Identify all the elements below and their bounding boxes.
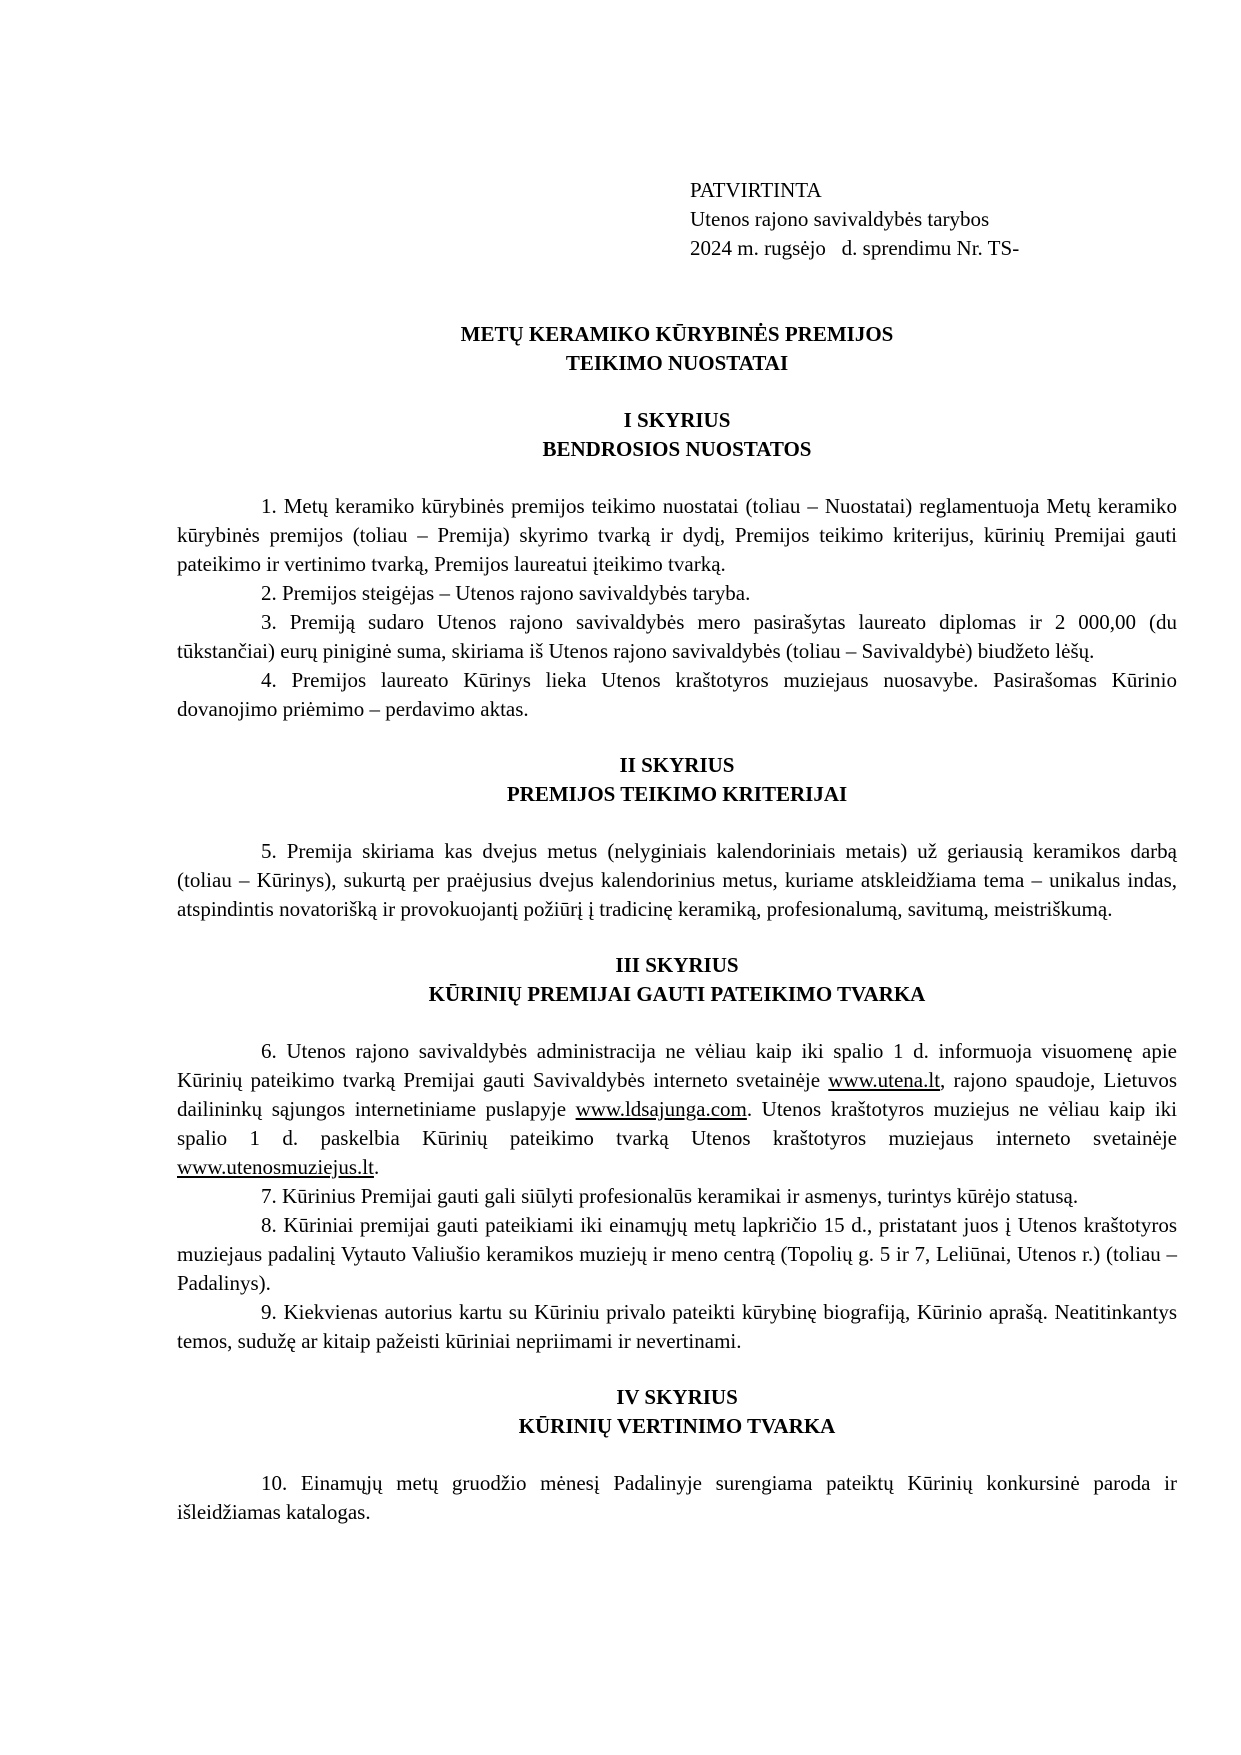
approval-decision-ref: 2024 m. rugsėjo d. sprendimu Nr. TS- [690,236,1020,260]
paragraph-9: 9. Kiekvienas autorius kartu su Kūriniu privalo pateikti kūrybinę biografiją, Kūrinio aprašą. Neatitinkantys temos, sudužę ar kitaip pažeisti kūriniai nepriimami ir nevertinami. [177,1300,1177,1353]
paragraph-6 [177,1037,1177,1182]
section-number: IV SKYRIUS [616,1385,738,1409]
document-title [177,320,1177,378]
section-title: KŪRINIŲ PREMIJAI GAUTI PATEIKIMO TVARKA [428,982,926,1006]
section-3-heading [177,951,1177,1009]
section-title: PREMIJOS TEIKIMO KRITERIJAI [506,782,848,806]
paragraph-3: 3. Premiją sudaro Utenos rajono savivaldybės mero pasirašytas laureato diplomas ir 2 000,00 (du tūkstančiai) eurų piniginė suma, skiriama iš Utenos rajono savivaldybės (toliau – Savivaldybė) biudžeto lėšų. [177,610,1177,663]
section-title: BENDROSIOS NUOSTATOS [542,437,812,461]
paragraph-4: 4. Premijos laureato Kūrinys lieka Utenos kraštotyros muziejaus nuosavybe. Pasirašomas Kūrinio dovanojimo priėmimo – perdavimo aktas. [177,668,1177,721]
section-1-heading [177,406,1177,464]
paragraph-2: 2. Premijos steigėjas – Utenos rajono savivaldybės taryba. [261,581,751,605]
section-title: KŪRINIŲ VERTINIMO TVARKA [518,1414,836,1438]
section-number: II SKYRIUS [619,753,735,777]
section-number: I SKYRIUS [623,408,731,432]
ldsajunga-website-link[interactable]: www.ldsajunga.com [575,1097,747,1121]
paragraph-6-text-a: 6. Utenos rajono savivaldybės administracija ne vėliau kaip iki spalio 1 d. informuoja visuomenę apie Kūrinių pateikimo tvarką Premijai gauti Savivaldybės interneto svetainėje [177,1039,1177,1092]
paragraph-5: 5. Premija skiriama kas dvejus metus (nelyginiais kalendoriniais metais) už geriausią keramikos darbą (toliau – Kūrinys), sukurtą per praėjusius dvejus kalendorinius metus, kuriame atskleidžiama tema – unikalus indas, atspindintis novatorišką ir provokuojantį požiūrį į tradicinę keramiką, profesionalumą, savitumą, meistriškumą. [177,839,1177,921]
paragraph-8: 8. Kūriniai premijai gauti pateikiami iki einamųjų metų lapkričio 15 d., pristatant juos į Utenos kraštotyros muziejaus padalinį Vytauto Valiušio keramikos muziejų ir meno centrą (Topolių g. 5 ir 7, Leliūnai, Utenos r.) (toliau – Padalinys). [177,1213,1177,1295]
paragraph-6-text-b: , rajono spaudoje, Lietuvos dailininkų sąjungos internetiniame puslapyje [177,1068,1177,1121]
section-3 [177,951,1177,1356]
utenosmuziejus-website-link[interactable]: www.utenosmuziejus.lt [177,1155,374,1179]
utena-website-link[interactable]: www.utena.lt [828,1068,941,1092]
paragraph-6-text-d: . [373,1155,380,1179]
approval-block [690,176,1019,263]
section-4-heading [177,1383,1177,1441]
approval-label: PATVIRTINTA [690,178,822,202]
section-number: III SKYRIUS [615,953,739,977]
paragraph-10: 10. Einamųjų metų gruodžio mėnesį Padalinyje surengiama pateiktų Kūrinių konkursinė paroda ir išleidžiamas katalogas. [177,1471,1177,1524]
document-title-line-1: METŲ KERAMIKO KŪRYBINĖS PREMIJOS [460,322,894,346]
document-body [177,320,1177,1554]
paragraph-7: 7. Kūrinius Premijai gauti gali siūlyti profesionalūs keramikai ir asmenys, turintys kūrėjo statusą. [261,1184,1079,1208]
document-title-line-2: TEIKIMO NUOSTATAI [565,351,789,375]
paragraph-1: 1. Metų keramiko kūrybinės premijos teikimo nuostatai (toliau – Nuostatai) reglamentuoja Metų keramiko kūrybinės premijos (toliau – Premija) skyrimo tvarką ir dydį, Premijos teikimo kriterijus, kūrinių Premijai gauti pateikimo ir vertinimo tvarką, Premijos laureatui įteikimo tvarką. [177,494,1177,576]
paragraph-6-text-c: . Utenos kraštotyros muziejus ne vėliau kaip iki spalio 1 d. paskelbia Kūrinių pateikimo tvarką Utenos kraštotyros muziejaus interneto svetainėje [177,1097,1177,1150]
section-2 [177,751,1177,924]
approval-authority: Utenos rajono savivaldybės tarybos [690,207,990,231]
section-1 [177,406,1177,724]
section-2-heading [177,751,1177,809]
section-4 [177,1383,1177,1527]
